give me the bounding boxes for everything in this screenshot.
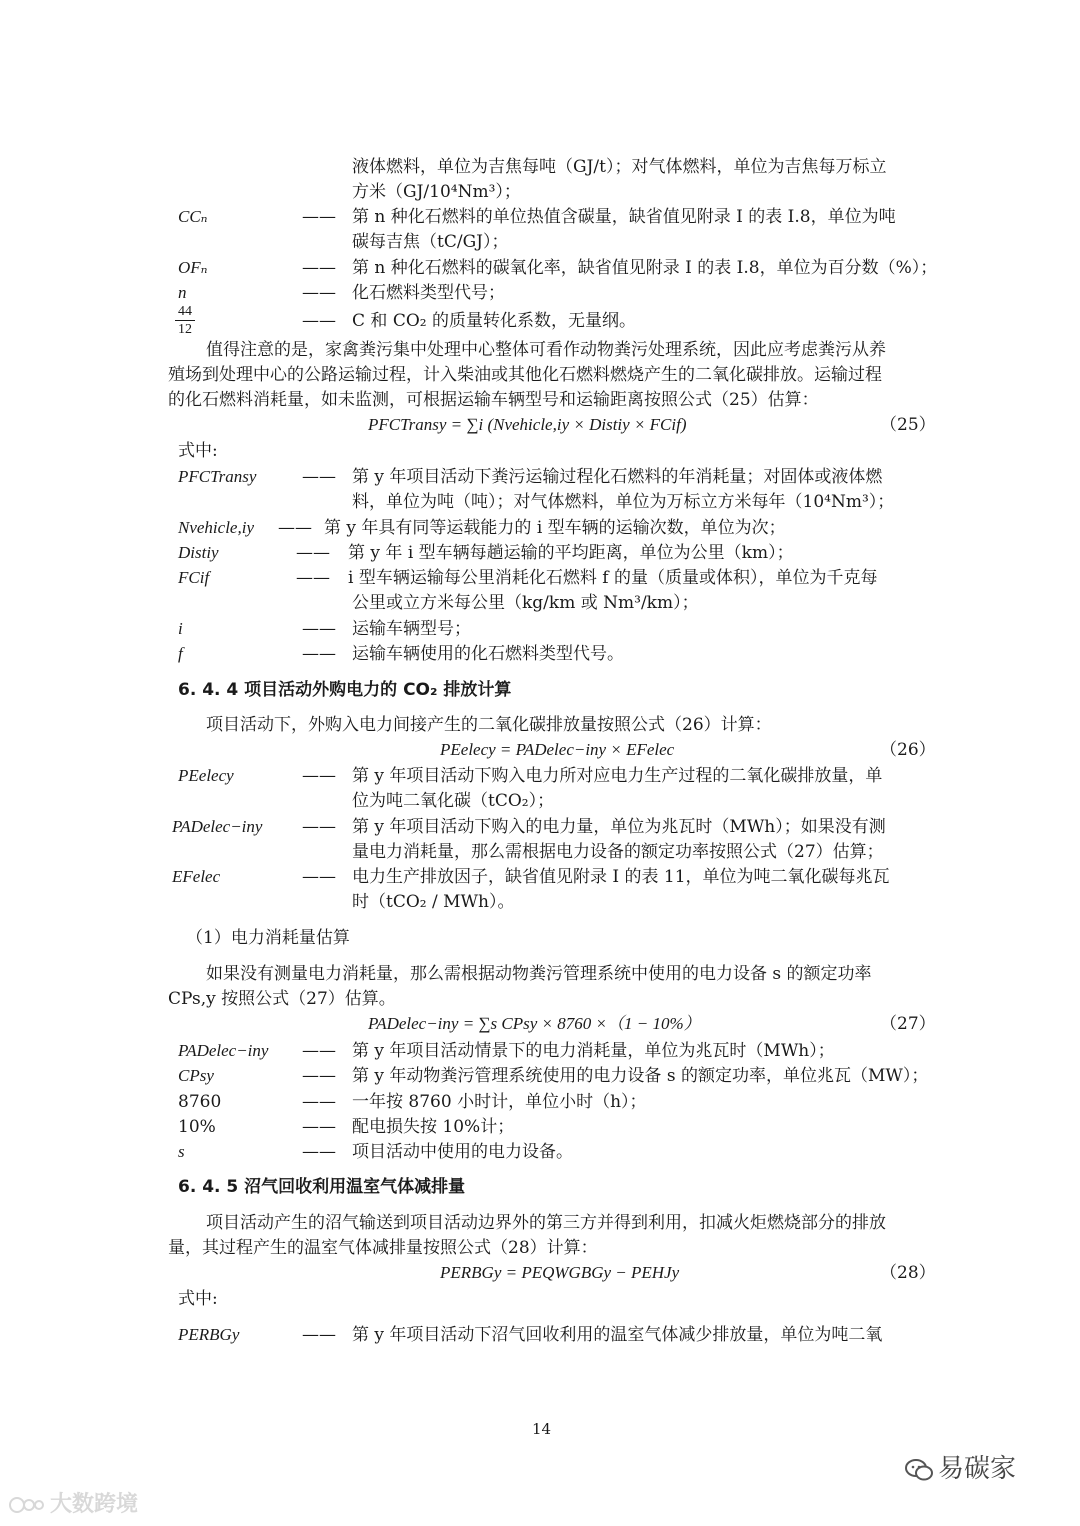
- symbol-cp: CPsy: [178, 1066, 214, 1085]
- equation-number: （28）: [880, 1263, 936, 1283]
- text-line: 量，其过程产生的温室气体减排量按照公式（28）计算：: [168, 1238, 598, 1258]
- symbol-n: n: [178, 283, 187, 302]
- symbol-pad: PADelec−iny: [172, 817, 263, 836]
- text-line: 第 y 年具有同等运载能力的 i 型车辆的运输次数，单位为次；: [324, 518, 786, 538]
- text-line: 式中:: [178, 441, 218, 461]
- section-heading-6-4-4: 6. 4. 4 项目活动外购电力的 CO₂ 排放计算: [178, 680, 512, 700]
- equation-25: PFCTransy = ∑i (Nvehicle,iy × Distiy × FCif): [368, 415, 687, 434]
- dash: ——: [302, 467, 336, 487]
- text-line: 第 y 年项目活动下沼气回收利用的温室气体减少排放量，单位为吨二氧: [352, 1325, 883, 1345]
- dash: ——: [278, 518, 312, 538]
- text-line: 第 y 年项目活动情景下的电力消耗量，单位为兆瓦时（MWh）；: [352, 1041, 835, 1061]
- value-10pct: 10%: [178, 1117, 216, 1137]
- dash: ——: [302, 619, 336, 639]
- dash: ——: [296, 568, 330, 588]
- text-line: i 型车辆运输每公里消耗化石燃料 f 的量（质量或体积），单位为千克每: [348, 568, 878, 588]
- text-line: 项目活动下，外购入电力间接产生的二氧化碳排放量按照公式（26）计算：: [206, 715, 772, 735]
- text-line: C 和 CO₂ 的质量转化系数，无量纲。: [352, 311, 636, 331]
- text-line: 式中:: [178, 1289, 218, 1309]
- text-line: 第 y 年 i 型车辆每趟运输的平均距离，单位为公里（km）；: [348, 543, 794, 563]
- dash: ——: [302, 1092, 336, 1112]
- symbol-cc: CCₙ: [178, 207, 208, 226]
- text-line: 值得注意的是，家禽粪污集中处理中心整体可看作动物粪污处理系统，因此应考虑粪污从养: [206, 340, 886, 360]
- text-line: 一年按 8760 小时计，单位小时（h）；: [352, 1092, 647, 1112]
- fraction-denominator: 12: [178, 322, 192, 337]
- text-line: 第 y 年动物粪污管理系统使用的电力设备 s 的额定功率，单位兆瓦（MW）；: [352, 1066, 929, 1086]
- dash: ——: [302, 311, 336, 331]
- dash: ——: [302, 1066, 336, 1086]
- text-line: 第 n 种化石燃料的单位热值含碳量，缺省值见附录 I 的表 I.8，单位为吨: [352, 207, 896, 227]
- text-line: 液体燃料，单位为吉焦每吨（GJ/t）；对气体燃料，单位为吉焦每万标立: [352, 157, 887, 177]
- text-line: 运输车辆型号；: [352, 619, 471, 639]
- text-line: 运输车辆使用的化石燃料类型代号。: [352, 644, 624, 664]
- text-line: 公里或立方米每公里（kg/km 或 Nm³/km）；: [352, 593, 699, 613]
- text-line: 化石燃料类型代号；: [352, 283, 505, 303]
- symbol-s: s: [178, 1142, 185, 1161]
- dash: ——: [302, 817, 336, 837]
- section-heading-6-4-5: 6. 4. 5 沼气回收利用温室气体减排量: [178, 1177, 466, 1197]
- value-8760: 8760: [178, 1092, 222, 1112]
- text-line: （1）电力消耗量估算: [186, 928, 350, 948]
- dash: ——: [296, 543, 330, 563]
- text-line: CPs,y 按照公式（27）估算。: [168, 989, 396, 1009]
- text-line: 电力生产排放因子，缺省值见附录 I 的表 11，单位为吨二氧化碳每兆瓦: [352, 867, 890, 887]
- dash: ——: [302, 1142, 336, 1162]
- text-line: 方米（GJ/10⁴Nm³）；: [352, 182, 521, 202]
- text-line: 时（tCO₂ / MWh）。: [352, 892, 515, 912]
- text-line: 如果没有测量电力消耗量，那么需根据动物粪污管理系统中使用的电力设备 s 的额定功率: [206, 964, 872, 984]
- symbol-nvehicle: Nvehicle,iy: [178, 518, 254, 537]
- symbol-pfc: PFCTransy: [178, 467, 257, 486]
- text-line: 料，单位为吨（吨）；对气体燃料，单位为万标立方米每年（10⁴Nm³）；: [352, 492, 895, 512]
- dash: ——: [302, 207, 336, 227]
- text-line: 项目活动产生的沼气输送到项目活动边界外的第三方并得到利用，扣减火炬燃烧部分的排放: [206, 1213, 886, 1233]
- fraction-numerator: 44: [178, 304, 192, 319]
- text-line: 量电力消耗量，那么需根据电力设备的额定功率按照公式（27）估算；: [352, 842, 884, 862]
- text-line: 项目活动中使用的电力设备。: [352, 1142, 573, 1162]
- symbol-i: i: [178, 619, 183, 638]
- text-line: 的化石燃料消耗量，如未监测，可根据运输车辆型号和运输距离按照公式（25）估算：: [168, 390, 819, 410]
- text-line: 碳每吉焦（tC/GJ）；: [352, 232, 509, 252]
- equation-26: PEelecy = PADelec−iny × EFelec: [440, 740, 675, 759]
- dash: ——: [302, 258, 336, 278]
- watermark-brand-right: 易碳家: [938, 1454, 1017, 1484]
- equation-number: （27）: [880, 1014, 936, 1034]
- dash: ——: [302, 1117, 336, 1137]
- watermark-brand-left: 大数跨境: [50, 1492, 139, 1517]
- dash: ——: [302, 644, 336, 664]
- equation-number: （26）: [880, 740, 936, 760]
- equation-number: （25）: [880, 415, 936, 435]
- text-line: 第 y 年项目活动下粪污运输过程化石燃料的年消耗量；对固体或液体燃: [352, 467, 883, 487]
- fraction-bar: [175, 320, 195, 321]
- symbol-f: f: [178, 644, 183, 663]
- wechat-icon: [905, 1458, 933, 1482]
- dash: ——: [302, 867, 336, 887]
- symbol-dist: Distiy: [178, 543, 219, 562]
- text-line: 殖场到处理中心的公路运输过程，计入柴油或其他化石燃料燃烧产生的二氧化碳排放。运输过程: [168, 365, 882, 385]
- equation-28: PERBGy = PEQWGBGy − PEHJy: [440, 1263, 680, 1282]
- text-line: 第 y 年项目活动下购入的电力量，单位为兆瓦时（MWh）；如果没有测: [352, 817, 886, 837]
- dash: ——: [302, 1325, 336, 1345]
- symbol-pe: PEelecy: [178, 766, 234, 785]
- symbol-fc: FCif: [178, 568, 210, 587]
- symbol-of: OFₙ: [178, 258, 208, 277]
- symbol-pad2: PADelec−iny: [178, 1041, 269, 1060]
- dash: ——: [302, 766, 336, 786]
- watermark-logo-icon: [8, 1494, 44, 1516]
- text-line: 位为吨二氧化碳（tCO₂）；: [352, 791, 555, 811]
- dash: ——: [302, 1041, 336, 1061]
- symbol-per: PERBGy: [178, 1325, 240, 1344]
- equation-27: PADelec−iny = ∑s CPsy × 8760 ×（1 − 10%）: [368, 1014, 701, 1033]
- text-line: 第 y 年项目活动下购入电力所对应电力生产过程的二氧化碳排放量，单: [352, 766, 883, 786]
- text-line: 配电损失按 10%计；: [352, 1117, 515, 1137]
- dash: ——: [302, 283, 336, 303]
- symbol-ef: EFelec: [172, 867, 221, 886]
- text-line: 第 n 种化石燃料的碳氧化率，缺省值见附录 I 的表 I.8，单位为百分数（%）；: [352, 258, 938, 278]
- page-number: 14: [532, 1420, 552, 1438]
